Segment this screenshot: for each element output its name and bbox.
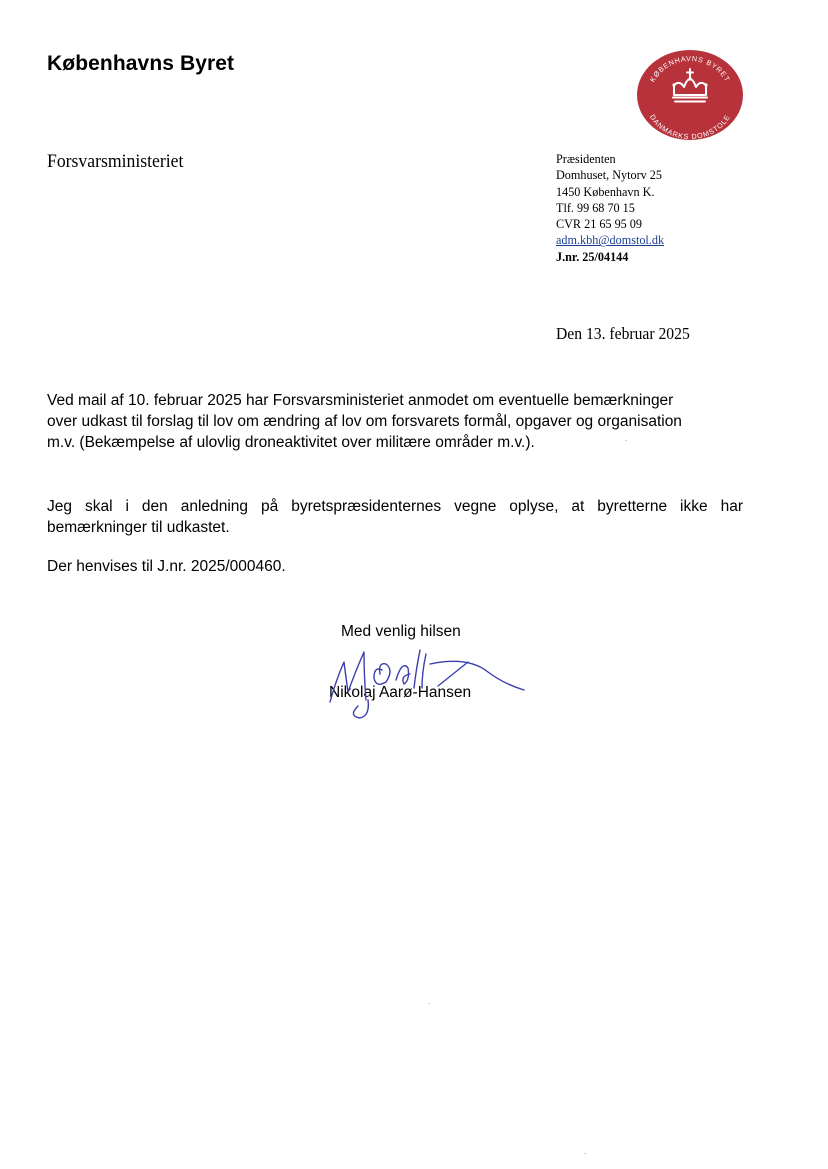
sender-email-link[interactable]: adm.kbh@domstol.dk xyxy=(556,233,665,248)
letter-date: Den 13. februar 2025 xyxy=(556,324,690,343)
paragraph-request xyxy=(47,390,743,453)
paragraph-line: m.v. (Bekæmpelse af ulovlig droneaktivitet over militære områder m.v.). xyxy=(47,434,535,451)
seal-top-text: KØBENHAVNS BYRET xyxy=(647,53,733,84)
signer-name: Nikolaj Aarø-Hansen xyxy=(329,684,472,701)
paragraph-reference: Der henvises til J.nr. 2025/000460. xyxy=(47,558,286,575)
court-seal xyxy=(636,49,744,141)
sender-address-line2: 1450 København K. xyxy=(556,184,655,199)
seal-bottom-text: DANMARKS DOMSTOLE xyxy=(647,112,733,141)
sender-phone: Tlf. 99 68 70 15 xyxy=(556,200,635,215)
sender-block xyxy=(556,151,664,265)
paragraph-line: over udkast til forslag til lov om ændring af lov om forsvarets formål, opgaver og organisation xyxy=(47,413,682,430)
scan-speck xyxy=(584,1153,586,1154)
paragraph-line: Ved mail af 10. februar 2025 har Forsvarsministeriet anmodet om eventuelle bemærkninger xyxy=(47,392,674,409)
recipient: Forsvarsministeriet xyxy=(47,151,184,172)
paragraph-response: Jeg skal i den anledning på byretspræsidenternes vegne oplyse, at byretterne ikke har bemærkninger til udkastet. xyxy=(47,498,743,536)
handwritten-signature xyxy=(318,640,528,720)
sender-cvr: CVR 21 65 95 09 xyxy=(556,217,642,232)
sender-title: Præsidenten xyxy=(556,152,616,166)
scan-speck xyxy=(428,1003,430,1004)
scan-speck xyxy=(625,440,627,441)
sender-address-line1: Domhuset, Nytorv 25 xyxy=(556,168,662,183)
court-name: Københavns Byret xyxy=(47,52,235,75)
closing-greeting: Med venlig hilsen xyxy=(341,623,461,640)
journal-number: J.nr. 25/04144 xyxy=(556,249,629,264)
